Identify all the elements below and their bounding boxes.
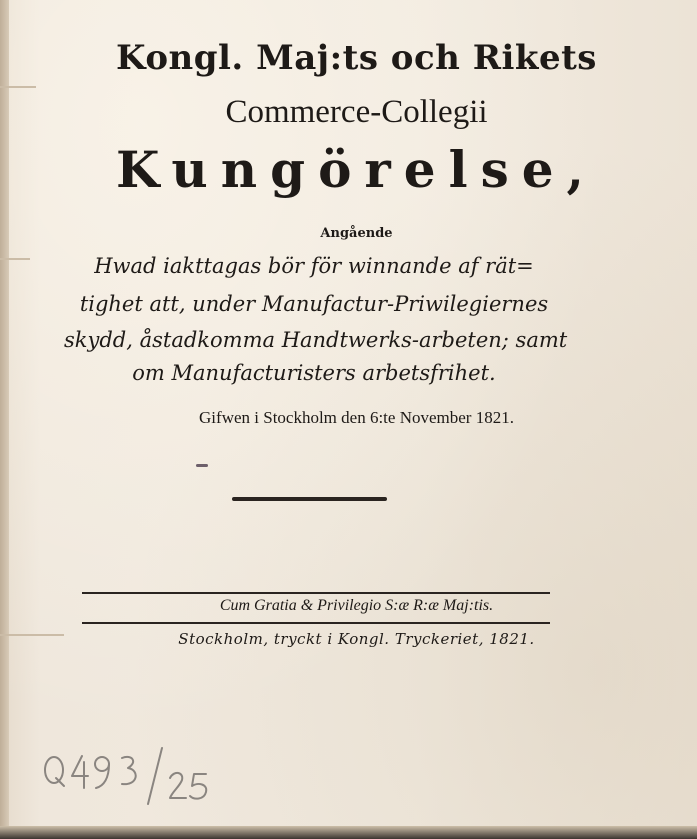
divider-rule-top: [82, 592, 550, 594]
subject-line: om Manufacturisters arbetsfrihet.: [132, 361, 496, 385]
subject-line: Hwad iakttagas bör för winnande af rät=: [94, 254, 534, 278]
page-bottom-edge: [0, 826, 697, 839]
edge-crease: [0, 86, 36, 88]
pencil-shelfmark: [42, 742, 232, 822]
subject-line: tighet att, under Manufactur-Priwilegiernes: [79, 292, 549, 316]
dated-line: Gifwen i Stockholm den 6:te November 1821.: [199, 408, 514, 427]
subject-intro: Angående: [320, 226, 393, 241]
title-line-3: Kungörelse,: [116, 140, 597, 199]
ink-smudge: [196, 464, 208, 467]
subject-line: skydd, åstadkomma Handtwerks-arbeten; samt: [64, 328, 568, 352]
privilege-line: Cum Gratia & Privilegio S:æ R:æ Maj:tis.: [219, 597, 494, 614]
title-line-2: Commerce-Collegii: [225, 94, 488, 130]
title-line-1: Kongl. Maj:ts och Rikets: [116, 38, 597, 78]
ornamental-rule: [232, 497, 387, 501]
divider-rule-bottom: [82, 622, 550, 624]
imprint-line: Stockholm, tryckt i Kongl. Tryckeriet, 1821.: [178, 630, 535, 648]
edge-crease: [0, 258, 30, 260]
